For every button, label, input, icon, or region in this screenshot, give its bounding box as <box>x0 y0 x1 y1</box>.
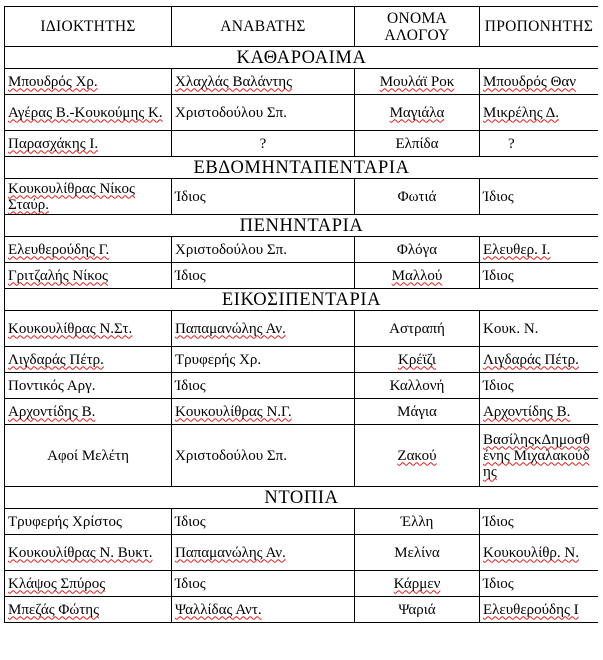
trainer-cell: ΒασίληςκΔημοσθένης Μιχαλακούδης <box>480 425 599 487</box>
header-trainer: ΠΡΟΠΟΝΗΤΗΣ <box>480 7 599 47</box>
horse-entries-table <box>4 6 598 623</box>
section-title: ΚΑΘΑΡΟΑΙΜΑ <box>5 47 599 69</box>
table-row <box>5 399 599 425</box>
trainer-cell: Ίδιος <box>480 373 599 399</box>
owner-cell: Ποντικός Αργ. <box>5 373 172 399</box>
horse-cell: Έλλη <box>355 509 480 535</box>
rider-cell: Ψαλλίδας Αντ. <box>172 597 355 623</box>
trainer-cell: Ελευθερούδης Ι <box>480 597 599 623</box>
header-owner: ΙΔΙΟΚΤΗΤΗΣ <box>5 7 172 47</box>
header-horse-name: ΟΝΟΜΑ ΑΛΟΓΟΥ <box>355 7 480 47</box>
rider-cell: ? <box>172 131 355 157</box>
horse-cell: Ελπίδα <box>355 131 480 157</box>
table-row <box>5 69 599 95</box>
section-title: ΝΤΟΠΙΑ <box>5 487 599 509</box>
section-title: ΕΒΔΟΜΗΝΤΑΠΕΝΤΑΡΙΑ <box>5 157 599 179</box>
owner-cell: Κλάψος Σπύρος <box>5 571 172 597</box>
table-row <box>5 131 599 157</box>
trainer-cell: Ίδιος <box>480 509 599 535</box>
table-row <box>5 179 599 215</box>
trainer-cell: Ίδιος <box>480 263 599 289</box>
horse-cell: Μαγιάλα <box>355 95 480 131</box>
section-title-row <box>5 157 599 179</box>
trainer-cell: Ίδιος <box>480 179 599 215</box>
horse-cell: Μουλάϊ Ροκ <box>355 69 480 95</box>
horse-cell: Μελίνα <box>355 535 480 571</box>
owner-cell: Κουκουλίθρας Ν. Βυκτ. <box>5 535 172 571</box>
horse-cell: Ψαριά <box>355 597 480 623</box>
section-title-row <box>5 487 599 509</box>
section-title: ΠΕΝΗΝΤΑΡΙΑ <box>5 215 599 237</box>
owner-cell: Λιγδαράς Πέτρ. <box>5 347 172 373</box>
horse-cell: Κάρμεν <box>355 571 480 597</box>
document-page <box>4 6 598 660</box>
table-row <box>5 373 599 399</box>
table-row <box>5 597 599 623</box>
rider-cell: Κουκουλίθρας Ν.Γ. <box>172 399 355 425</box>
rider-cell: Παπαμανώλης Αν. <box>172 535 355 571</box>
rider-cell: Χλαχλάς Βαλάντης <box>172 69 355 95</box>
horse-cell: Φλόγα <box>355 237 480 263</box>
owner-cell: Κουκουλίθρας Ν.Στ. <box>5 311 172 347</box>
table-row <box>5 347 599 373</box>
trainer-cell: Λιγδαράς Πέτρ. <box>480 347 599 373</box>
section-title: ΕΙΚΟΣΙΠΕΝΤΑΡΙΑ <box>5 289 599 311</box>
section-title-row <box>5 215 599 237</box>
table-row <box>5 571 599 597</box>
table-row <box>5 535 599 571</box>
owner-cell: Αρχοντίδης Β. <box>5 399 172 425</box>
section-title-row <box>5 47 599 69</box>
owner-cell: Μπουδρός Χρ. <box>5 69 172 95</box>
horse-cell: Φωτιά <box>355 179 480 215</box>
rider-cell: Ίδιος <box>172 263 355 289</box>
table-header-row <box>5 7 599 47</box>
table-row <box>5 95 599 131</box>
trainer-cell: Αρχοντίδης Β. <box>480 399 599 425</box>
trainer-cell: Μικρέλης Δ. <box>480 95 599 131</box>
owner-cell: Κουκουλίθρας Νίκος Σταύρ. <box>5 179 172 215</box>
owner-cell: Παρασχάκης Ι. <box>5 131 172 157</box>
horse-cell: Αστραπή <box>355 311 480 347</box>
owner-cell: Γριτζαλής Νίκος <box>5 263 172 289</box>
rider-cell: Χριστοδούλου Σπ. <box>172 425 355 487</box>
horse-cell: Κρέϊζι <box>355 347 480 373</box>
rider-cell: Τρυφερής Χρ. <box>172 347 355 373</box>
horse-cell: Μάγια <box>355 399 480 425</box>
rider-cell: Ίδιος <box>172 509 355 535</box>
rider-cell: Χριστοδούλου Σπ. <box>172 237 355 263</box>
owner-cell: Τρυφερής Χρίστος <box>5 509 172 535</box>
horse-cell: Ζακού <box>355 425 480 487</box>
trainer-cell: Ελευθερ. Ι. <box>480 237 599 263</box>
owner-cell: Αγέρας Β.-Κουκούμης Κ. <box>5 95 172 131</box>
owner-cell: Ελευθερούδης Γ. <box>5 237 172 263</box>
owner-cell: Αφοί Μελέτη <box>5 425 172 487</box>
header-rider: ΑΝΑΒΑΤΗΣ <box>172 7 355 47</box>
trainer-cell: ? <box>480 131 599 157</box>
rider-cell: Ίδιος <box>172 179 355 215</box>
horse-cell: Καλλονή <box>355 373 480 399</box>
table-row <box>5 237 599 263</box>
table-row <box>5 263 599 289</box>
table-row <box>5 425 599 487</box>
trainer-cell: Κουκ. Ν. <box>480 311 599 347</box>
table-row <box>5 509 599 535</box>
rider-cell: Παπαμανώλης Αν. <box>172 311 355 347</box>
trainer-cell: Ίδιος <box>480 571 599 597</box>
table-row <box>5 311 599 347</box>
horse-cell: Μαλλού <box>355 263 480 289</box>
rider-cell: Ίδιος <box>172 571 355 597</box>
trainer-cell: Μπουδρός Θαν <box>480 69 599 95</box>
section-title-row <box>5 289 599 311</box>
owner-cell: Μπεζάς Φώτης <box>5 597 172 623</box>
rider-cell: Χριστοδούλου Σπ. <box>172 95 355 131</box>
rider-cell: Ίδιος <box>172 373 355 399</box>
trainer-cell: Κουκουλίθρ. Ν. <box>480 535 599 571</box>
